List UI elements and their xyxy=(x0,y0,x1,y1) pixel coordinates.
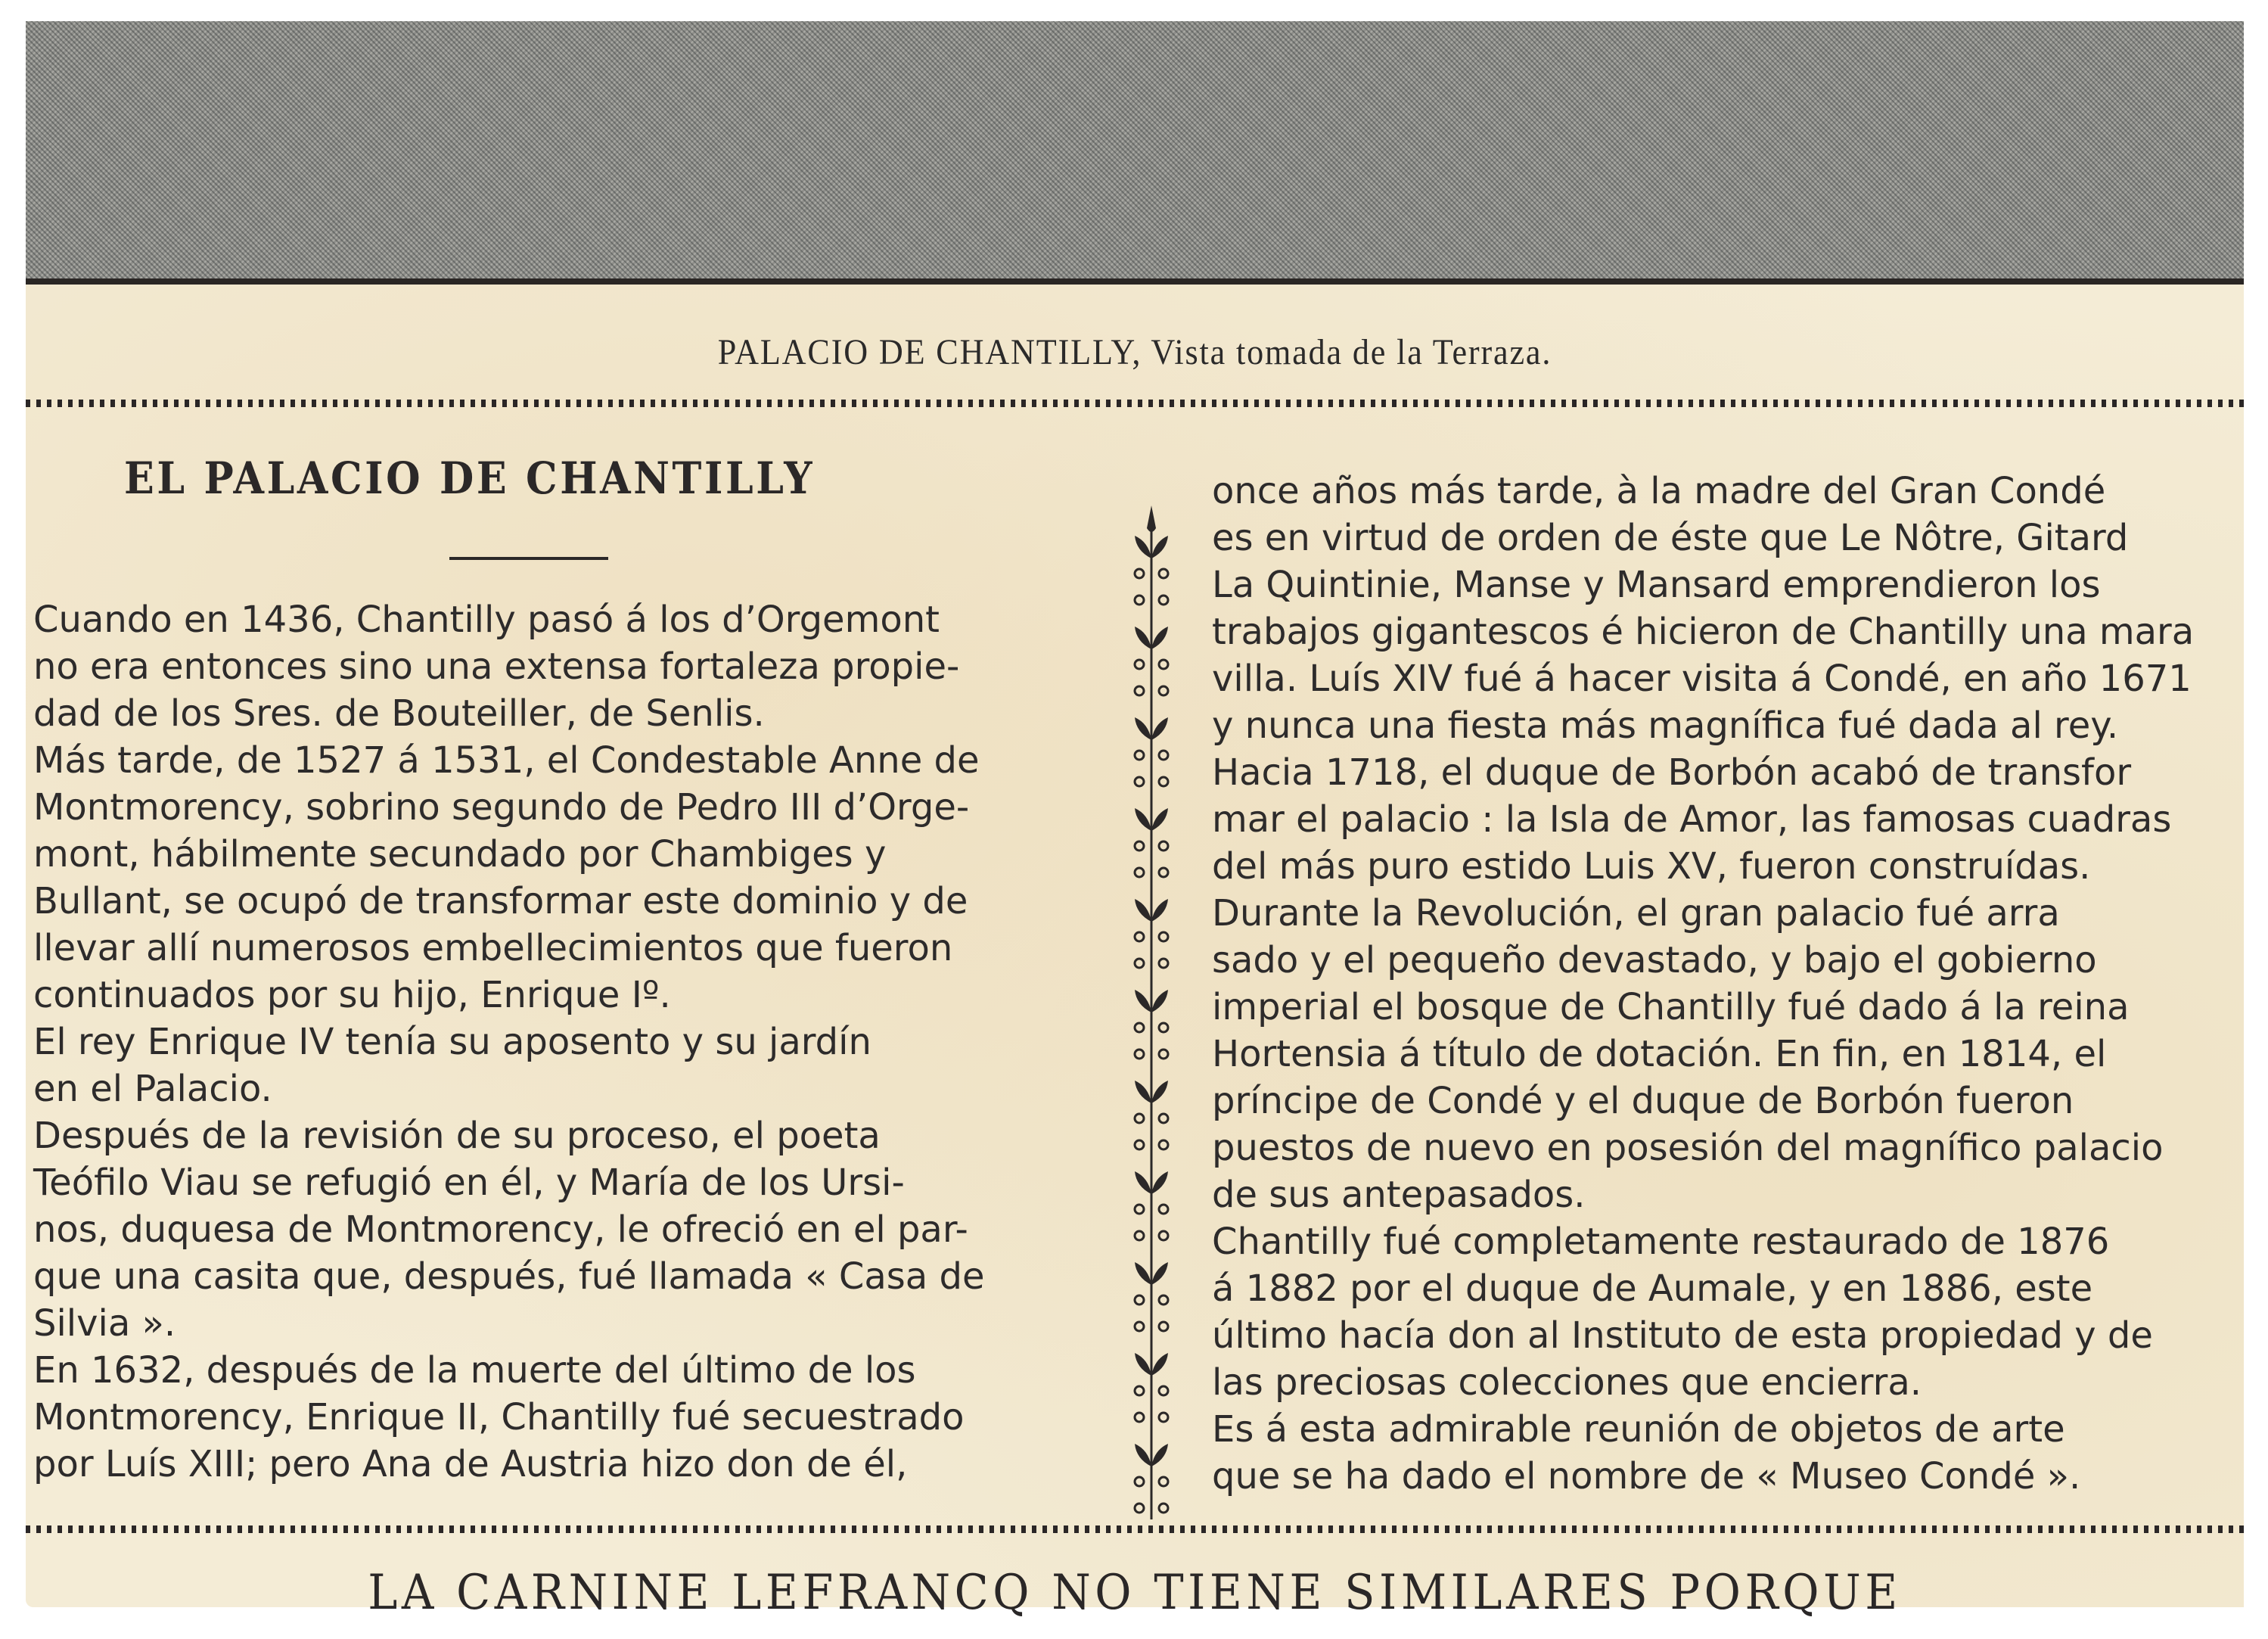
text-line: último hacía don al Instituto de esta propiedad y de xyxy=(1212,1314,2153,1357)
text-line: en el Palacio. xyxy=(33,1068,272,1110)
text-line: La Quintinie, Manse y Mansard emprendieron los xyxy=(1212,564,2101,606)
text-line: y nunca una fiesta más magnífica fué dada al rey. xyxy=(1212,704,2119,747)
text-line: es en virtud de orden de éste que Le Nôtre, Gitard xyxy=(1212,517,2129,559)
text-line: nos, duquesa de Montmorency, le ofreció en el par- xyxy=(33,1208,968,1251)
text-line: por Luís XIII; pero Ana de Austria hizo don de él, xyxy=(33,1443,908,1485)
text-line: de sus antepasados. xyxy=(1212,1174,1586,1216)
text-line: Hacia 1718, el duque de Borbón acabó de transfor xyxy=(1212,751,2132,794)
text-line: trabajos gigantescos é hicieron de Chantilly una mara xyxy=(1212,611,2195,653)
photo-caption: PALACIO DE CHANTILLY, Vista tomada de la Terraza. xyxy=(717,332,1552,372)
dotted-divider-bottom xyxy=(26,1525,2244,1533)
text-line: Silvia ». xyxy=(33,1302,176,1345)
text-line: sado y el pequeño devastado, y bajo el gobierno xyxy=(1212,939,2097,981)
text-line: no era entonces sino una extensa fortaleza propie- xyxy=(33,645,960,688)
text-line: villa. Luís XIV fué á hacer visita á Condé, en año 1671 xyxy=(1212,658,2192,700)
text-line: Más tarde, de 1527 á 1531, el Condestable Anne de xyxy=(33,739,980,782)
right-column xyxy=(1212,468,2244,1500)
text-line: llevar allí numerosos embellecimientos que fueron xyxy=(33,927,953,969)
text-line: Montmorency, Enrique II, Chantilly fué secuestrado xyxy=(33,1396,965,1438)
left-column xyxy=(33,596,1051,1488)
text-line: que se ha dado el nombre de « Museo Condé ». xyxy=(1212,1455,2081,1497)
text-line: Después de la revisión de su proceso, el poeta xyxy=(33,1115,881,1157)
text-line: Teófilo Viau se refugió en él, y María de los Ursi- xyxy=(33,1162,905,1204)
text-line: príncipe de Condé y el duque de Borbón fueron xyxy=(1212,1080,2074,1122)
text-line: puestos de nuevo en posesión del magnífico palacio xyxy=(1212,1127,2164,1169)
text-line: dad de los Sres. de Bouteiller, de Senlis. xyxy=(33,692,765,735)
text-line: Hortensia á título de dotación. En fin, en 1814, el xyxy=(1212,1033,2107,1075)
text-line: que una casita que, después, fué llamada « Casa de xyxy=(33,1255,985,1298)
title-rule xyxy=(449,557,608,560)
text-line: El rey Enrique IV tenía su aposento y su jardín xyxy=(33,1021,871,1063)
photo-halftone xyxy=(26,21,2244,285)
text-line: En 1632, después de la muerte del último de los xyxy=(33,1349,916,1392)
advert-banner: LA CARNINE LEFRANCQ NO TIENE SIMILARES PORQUE xyxy=(368,1565,1902,1621)
article-title: EL PALACIO DE CHANTILLY xyxy=(124,453,816,504)
text-line: Durante la Revolución, el gran palacio fué arra xyxy=(1212,892,2060,935)
dotted-divider-top xyxy=(26,400,2244,407)
text-line: las preciosas colecciones que encierra. xyxy=(1212,1361,1922,1404)
text-line: mar el palacio : la Isla de Amor, las famosas cuadras xyxy=(1212,798,2172,841)
text-line: Bullant, se ocupó de transformar este dominio y de xyxy=(33,880,968,922)
text-line: once años más tarde, à la madre del Gran Condé xyxy=(1212,470,2106,512)
text-line: Es á esta admirable reunión de objetos de arte xyxy=(1212,1408,2065,1451)
text-line: á 1882 por el duque de Aumale, y en 1886, este xyxy=(1212,1267,2093,1310)
text-line: imperial el bosque de Chantilly fué dado á la reina xyxy=(1212,986,2130,1028)
text-line: Cuando en 1436, Chantilly pasó á los d’Orgemont xyxy=(33,599,940,641)
floral-ornament-icon xyxy=(1129,505,1174,1519)
text-line: mont, hábilmente secundado por Chambiges y xyxy=(33,833,887,875)
text-line: continuados por su hijo, Enrique Iº. xyxy=(33,974,671,1016)
text-line: Chantilly fué completamente restaurado de 1876 xyxy=(1212,1221,2110,1263)
text-line: del más puro estido Luis XV, fueron construídas. xyxy=(1212,845,2091,888)
text-line: Montmorency, sobrino segundo de Pedro III d’Orge- xyxy=(33,786,970,829)
postcard xyxy=(26,21,2244,1621)
